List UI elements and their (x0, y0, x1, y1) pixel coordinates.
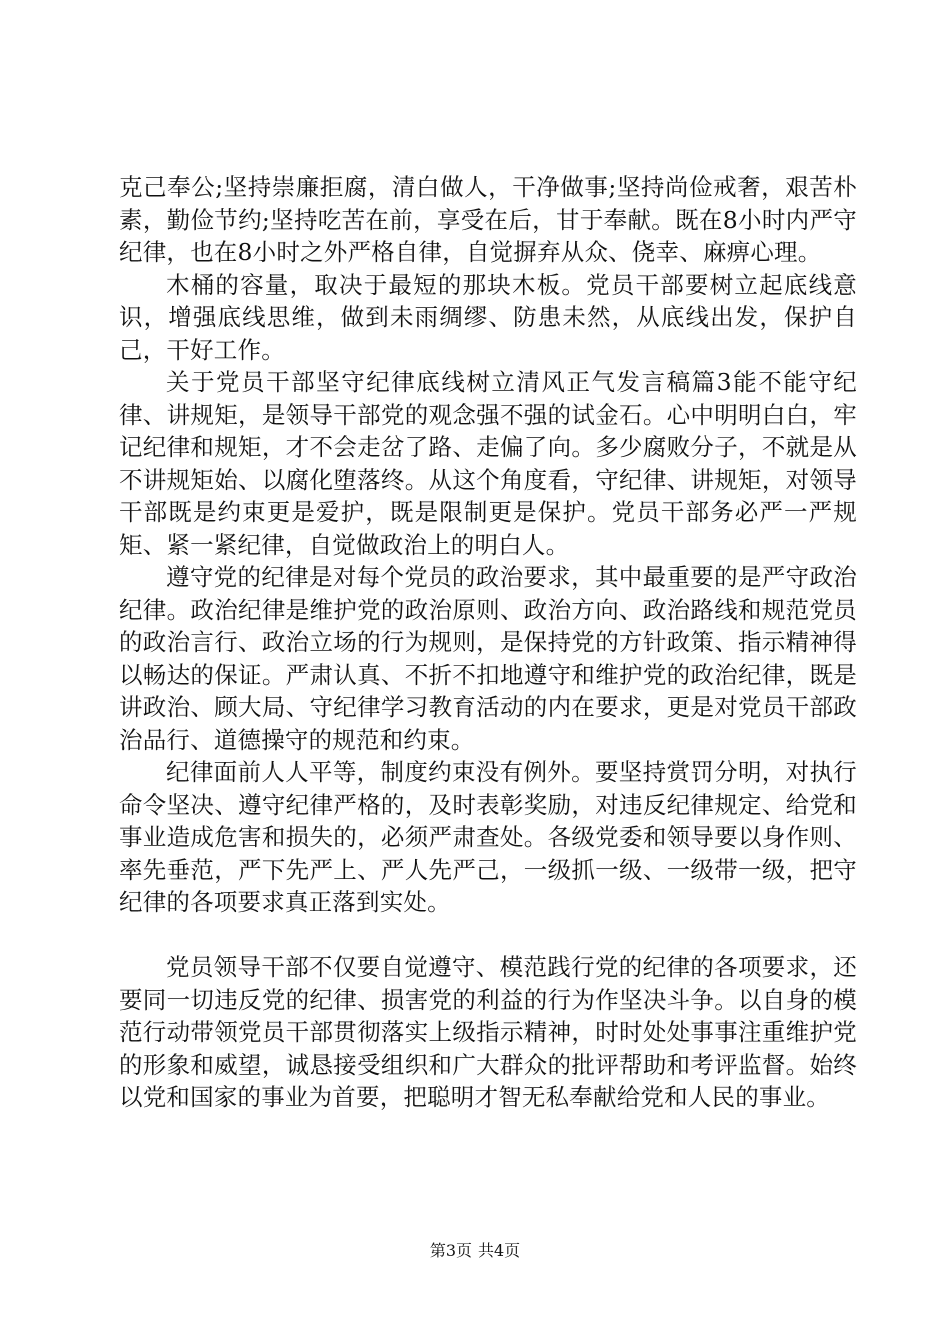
paragraph: 纪律面前人人平等，制度约束没有例外。要坚持赏罚分明，对执行命令坚决、遵守纪律严格的，及时表彰奖励，对违反纪律规定、给党和事业造成危害和损失的，必须严肃查处。各级党委和领导要以身作则、率先垂范，严下先严上、严人先严己，一级抓一级、一级带一级，把守纪律的各项要求真正落到实处。 (119, 758, 857, 916)
paragraph: 党员领导干部不仅要自觉遵守、模范践行党的纪律的各项要求，还要同一切违反党的纪律、损害党的利益的行为作坚决斗争。以自身的模范行动带领党员干部贯彻落实上级指示精神，时时处处事事注重维护党的形象和威望，诚恳接受组织和广大群众的批评帮助和考评监督。始终以党和国家的事业为首要，把聪明才智无私奉献给党和人民的事业。 (119, 953, 857, 1111)
paragraph: 遵守党的纪律是对每个党员的政治要求，其中最重要的是严守政治纪律。政治纪律是维护党的政治原则、政治方向、政治路线和规范党员的政治言行、政治立场的行为规则，是保持党的方针政策、指示精神得以畅达的保证。严肃认真、不折不扣地遵守和维护党的政治纪律，既是讲政治、顾大局、守纪律学习教育活动的内在要求，更是对党员干部政治品行、道德操守的规范和约束。 (119, 563, 857, 754)
body-text (119, 171, 857, 1114)
page-number: 第3页 (429, 1241, 472, 1260)
paragraph: 关于党员干部坚守纪律底线树立清风正气发言稿篇3能不能守纪律、讲规矩，是领导干部党的观念强不强的试金石。心中明明白白，牢记纪律和规矩，才不会走岔了路、走偏了向。多少腐败分子，不就是从不讲规矩始、以腐化堕落终。从这个角度看，守纪律、讲规矩，对领导干部既是约束更是爱护，既是限制更是保护。党员干部务必严一严规矩、紧一紧纪律，自觉做政治上的明白人。 (119, 368, 857, 559)
paragraph: 木桶的容量，取决于最短的那块木板。党员干部要树立起底线意识，增强底线思维，做到未雨绸缪、防患未然，从底线出发，保护自己，干好工作。 (119, 270, 857, 364)
page-total: 共4页 (478, 1241, 521, 1260)
page-footer (0, 1241, 950, 1261)
paragraph-continuation: 克己奉公;坚持崇廉拒腐，清白做人，干净做事;坚持尚俭戒奢，艰苦朴素，勤俭节约;坚持吃苦在前，享受在后，甘于奉献。既在8小时内严守纪律，也在8小时之外严格自律，自觉摒弃从众、侥幸、麻痹心理。 (119, 173, 857, 266)
